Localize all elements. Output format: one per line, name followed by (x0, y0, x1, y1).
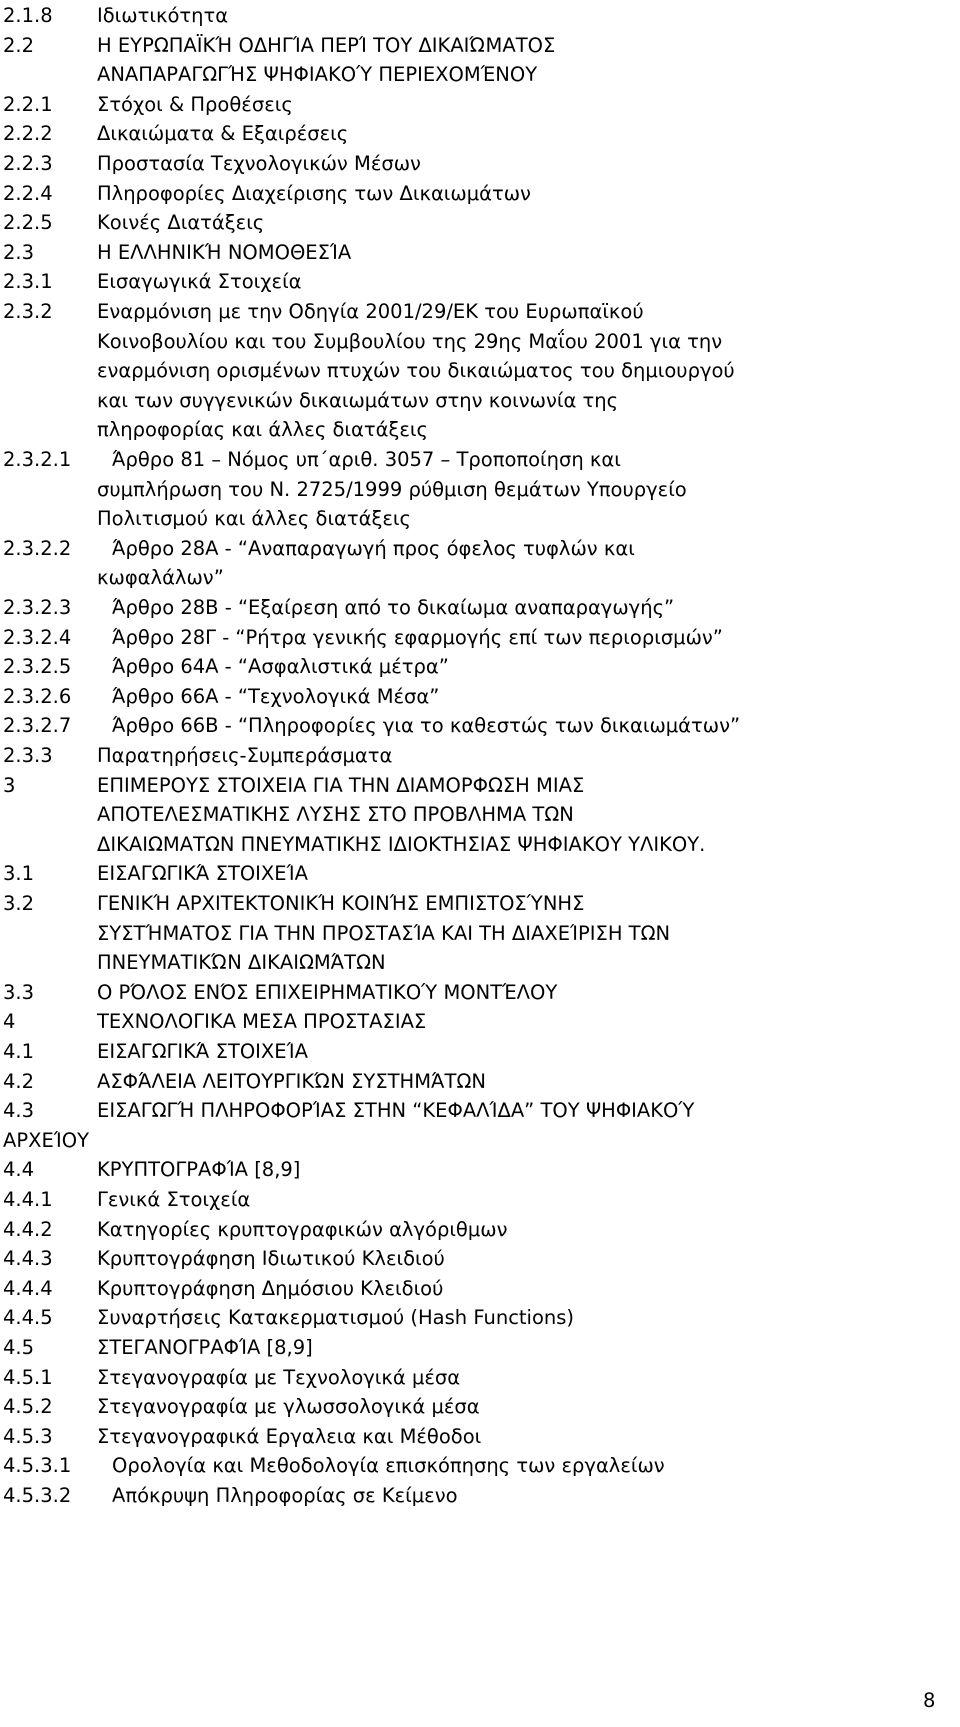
toc-entry (0, 268, 960, 300)
toc-entry-title: Ορολογία και Μεθοδολογία επισκόπησης των εργαλείων (112, 1454, 665, 1478)
toc-entry-title: Κοινοβουλίου και του Συμβουλίου της 29ης Μαΐου 2001 για την (97, 329, 723, 353)
toc-entry-number: 2.3.3 (3, 744, 53, 767)
toc-entry (0, 1186, 960, 1218)
toc-entry (0, 1393, 960, 1425)
toc-entry (0, 742, 960, 774)
toc-entry-title: Κοινές Διατάξεις (97, 211, 265, 235)
toc-entry-title: Ο ΡΌΛΟΣ ΕΝΌΣ ΕΠΙΧΕΙΡΗΜΑΤΙΚΟΎ ΜΟΝΤΈΛΟΥ (97, 980, 558, 1004)
toc-entry-title: Πολιτισμού και άλλες διατάξεις (97, 507, 411, 531)
toc-entry-number: 3.3 (3, 980, 35, 1004)
toc-entry-title: ΕΙΣΑΓΩΓΙΚΆ ΣΤΟΙΧΕΊΑ (97, 1040, 308, 1063)
toc-entry (0, 91, 960, 123)
toc-entry-title: ΑΣΦΆΛΕΙΑ ΛΕΙΤΟΥΡΓΙΚΏΝ ΣΥΣΤΗΜΆΤΩΝ (97, 1069, 486, 1093)
toc-entry-number: 4.4.5 (3, 1306, 53, 1330)
toc-entry (0, 1008, 960, 1040)
toc-entry-number: 4.5 (3, 1336, 35, 1359)
toc-entry (0, 505, 960, 537)
toc-entry (0, 1216, 960, 1248)
toc-entry (0, 1452, 960, 1484)
toc-entry-title: ΑΠΟΤΕΛΕΣΜΑΤΙΚΗΣ ΛΥΣΗΣ ΣΤΟ ΠΡΟΒΛΗΜΑ ΤΩΝ (97, 803, 574, 827)
toc-entry-number: 2.3.2.4 (3, 625, 72, 649)
toc-entry-title: Δικαιώματα & Εξαιρέσεις (97, 122, 349, 146)
toc-entry-number: 4.5.2 (3, 1395, 53, 1419)
toc-entry-title: Απόκρυψη Πληροφορίας σε Κείμενο (112, 1484, 458, 1507)
toc-entry-title: κωφαλάλων” (97, 566, 224, 590)
toc-entry-number: 4.5.3 (3, 1424, 53, 1448)
toc-entry (0, 1127, 960, 1159)
toc-entry-title: συμπλήρωση του Ν. 2725/1999 ρύθμιση θεμάτων Υπουργείο (97, 477, 687, 501)
toc-entry-title: Κρυπτογράφηση Ιδιωτικού Κλειδιού (97, 1247, 445, 1271)
toc-entry (0, 446, 960, 478)
toc-entry (0, 979, 960, 1011)
toc-entry-title: Εναρμόνιση με την Οδηγία 2001/29/ΕΚ του Ευρωπαϊκού (97, 300, 644, 323)
toc-entry-title: Γενικά Στοιχεία (97, 1188, 251, 1211)
toc-entry (0, 476, 960, 508)
toc-entry-title: Στεγανογραφία με γλωσσολογικά μέσα (97, 1395, 480, 1419)
toc-entry-title: ΕΙΣΑΓΩΓΉ ΠΛΗΡΟΦΟΡΊΑΣ ΣΤΗΝ “ΚΕΦΑΛΊΔΑ” ΤΟΥ ΨΗΦΙΑΚΟΎ (97, 1099, 695, 1123)
toc-entry-number: 2.3.2.3 (3, 596, 72, 619)
toc-entry-title: Ιδιωτικότητα (97, 4, 229, 27)
toc-entry-number: 2.3.2.1 (3, 448, 72, 471)
toc-entry (0, 772, 960, 804)
toc-entry (0, 298, 960, 330)
toc-entry-title: Άρθρο 66Β - “Πληροφορίες για το καθεστώς των δικαιωμάτων” (112, 714, 741, 738)
toc-entry-number: 2.3.2.2 (3, 536, 72, 560)
toc-entry-title: ΑΝΑΠΑΡΑΓΩΓΉΣ ΨΗΦΙΑΚΟΎ ΠΕΡΙΕΧΟΜΈΝΟΥ (97, 63, 538, 87)
toc-entry-number: 4.5.3.2 (3, 1484, 72, 1507)
toc-entry-number: 3 (3, 773, 16, 797)
toc-entry-number: 2.3.1 (3, 270, 53, 294)
toc-entry (0, 683, 960, 715)
toc-entry-title: Άρθρο 28Γ - “Ρήτρα γενικής εφαρμογής επί των περιορισμών” (112, 625, 723, 649)
toc-entry-number: 3.2 (3, 892, 35, 915)
toc-entry-number: 4.3 (3, 1099, 35, 1123)
toc-entry (0, 209, 960, 241)
toc-entry-title: Άρθρο 81 – Νόμος υπ΄αριθ. 3057 – Τροποποίηση και (112, 448, 621, 471)
toc-entry-title: Άρθρο 28Α - “Αναπαραγωγή προς όφελος τυφλών και (112, 536, 635, 560)
toc-entry-title: Πληροφορίες Διαχείρισης των Δικαιωμάτων (97, 181, 531, 205)
toc-entry-number: 2.2.1 (3, 92, 53, 116)
toc-entry (0, 1275, 960, 1307)
toc-entry (0, 1097, 960, 1129)
toc-entry (0, 920, 960, 952)
toc-entry-title: Κατηγορίες κρυπτογραφικών αλγόριθμων (97, 1217, 508, 1241)
toc-entry-number: 4.5.3.1 (3, 1454, 72, 1478)
toc-entry-title: Η ΕΛΛΗΝΙΚΉ ΝΟΜΟΘΕΣΊΑ (97, 240, 352, 264)
toc-entry-title: ΤΕΧΝΟΛΟΓΙΚΑ ΜΕΣΑ ΠΡΟΣΤΑΣΙΑΣ (97, 1010, 427, 1034)
toc-entry-number: 2.2 (3, 33, 35, 57)
toc-entry-title: ΔΙΚΑΙΩΜΑΤΩΝ ΠΝΕΥΜΑΤΙΚΗΣ ΙΔΙΟΚΤΗΣΙΑΣ ΨΗΦΙΑΚΟΥ ΥΛΙΚΟΥ. (97, 832, 706, 856)
toc-entry-number: 2.3.2.7 (3, 714, 72, 738)
toc-entry (0, 624, 960, 656)
toc-entry (0, 61, 960, 93)
toc-entry-number: 2.2.4 (3, 181, 53, 205)
toc-entry-number: 4.1 (3, 1040, 35, 1063)
toc-entry-title: ΣΥΣΤΉΜΑΤΟΣ ΓΙΑ ΤΗΝ ΠΡΟΣΤΑΣΊΑ ΚΑΙ ΤΗ ΔΙΑΧΕΊΡΙΣΗ ΤΩΝ (97, 921, 671, 945)
toc-entry-title: Στεγανογραφία με Τεχνολογικά μέσα (97, 1365, 461, 1389)
toc-entry-title: Στεγανογραφικά Εργαλεια και Μέθοδοι (97, 1424, 482, 1448)
toc-entry (0, 328, 960, 360)
toc-entry (0, 32, 960, 64)
toc-entry-number: 2.1.8 (3, 4, 53, 27)
toc-entry-number: 2.3 (3, 240, 35, 264)
toc-entry-number: 4.4.1 (3, 1188, 53, 1211)
toc-entry-title: και των συγγενικών δικαιωμάτων στην κοινωνία της (97, 388, 619, 412)
toc-entry (0, 1245, 960, 1277)
toc-entry (0, 860, 960, 892)
toc-entry (0, 712, 960, 744)
toc-entry-title: πληροφορίας και άλλες διατάξεις (97, 418, 428, 442)
toc-entry-title: ΕΠΙΜΕΡΟΥΣ ΣΤΟΙΧΕΙΑ ΓΙΑ ΤΗΝ ΔΙΑΜΟΡΦΩΣΗ ΜΙΑΣ (97, 773, 585, 797)
toc-entry-number: 4.2 (3, 1069, 35, 1093)
toc-entry-title: Άρθρο 28Β - “Εξαίρεση από το δικαίωμα αναπαραγωγής” (112, 596, 675, 619)
toc-entry (0, 120, 960, 152)
toc-entry-title: εναρμόνιση ορισμένων πτυχών του δικαιώματος του δημιουργού (97, 359, 735, 383)
toc-entry-number: 3.1 (3, 862, 35, 886)
toc-entry-title: ΣΤΕΓΑΝΟΓΡΑΦΊΑ [8,9] (97, 1336, 313, 1359)
toc-entry (0, 180, 960, 212)
toc-entry-number: ΑΡΧΕΊΟΥ (3, 1128, 89, 1152)
toc-entry-title: Η ΕΥΡΩΠΑΪΚΉ ΟΔΗΓΊΑ ΠΕΡΊ ΤΟΥ ΔΙΚΑΙΏΜΑΤΟΣ (97, 33, 556, 57)
toc-entry-title: Στόχοι & Προθέσεις (97, 92, 293, 116)
toc-entry-title: Άρθρο 66Α - “Τεχνολογικά Μέσα” (112, 684, 440, 708)
toc-entry (0, 1304, 960, 1336)
toc-entry-number: 2.2.2 (3, 122, 53, 146)
toc-entry (0, 387, 960, 419)
toc-entry-title: ΓΕΝΙΚΉ ΑΡΧΙΤΕΚΤΟΝΙΚΉ ΚΟΙΝΉΣ ΕΜΠΙΣΤΟΣΎΝΗΣ (97, 892, 585, 915)
toc-entry (0, 1038, 960, 1070)
toc-entry (0, 1156, 960, 1188)
toc-entry (0, 416, 960, 448)
toc-entry (0, 831, 960, 863)
toc-entry (0, 801, 960, 833)
toc-entry-number: 4.4 (3, 1158, 35, 1182)
toc-entry-title: Εισαγωγικά Στοιχεία (97, 270, 302, 294)
toc-entry-title: Προστασία Τεχνολογικών Μέσων (97, 152, 421, 175)
toc-entry (0, 594, 960, 626)
toc-entry (0, 890, 960, 922)
toc-entry-number: 4.4.2 (3, 1217, 53, 1241)
toc-entry-number: 4.4.3 (3, 1247, 53, 1271)
toc-entry (0, 564, 960, 596)
toc-entry (0, 1482, 960, 1514)
toc-entry (0, 1364, 960, 1396)
toc-entry-number: 2.3.2 (3, 300, 53, 323)
toc-entry-number: 4.4.4 (3, 1276, 53, 1300)
toc-entry-title: ΕΙΣΑΓΩΓΙΚΆ ΣΤΟΙΧΕΊΑ (97, 862, 308, 886)
toc-entry-title: Άρθρο 64Α - “Ασφαλιστικά μέτρα” (112, 655, 449, 679)
toc-entry (0, 535, 960, 567)
toc-entry (0, 1334, 960, 1366)
toc-entry-number: 4.5.1 (3, 1365, 53, 1389)
toc-entry-title: Παρατηρήσεις-Συμπεράσματα (97, 744, 393, 767)
toc-entry (0, 2, 960, 34)
toc-entry-number: 2.2.3 (3, 152, 53, 175)
page-number: 8 (923, 1689, 936, 1712)
toc-entry (0, 1423, 960, 1455)
toc-entry (0, 150, 960, 182)
toc-entry (0, 653, 960, 685)
toc-entry (0, 239, 960, 271)
toc-entry-number: 2.3.2.5 (3, 655, 72, 679)
toc-entry-title: ΠΝΕΥΜΑΤΙΚΏΝ ΔΙΚΑΙΩΜΆΤΩΝ (97, 951, 386, 975)
toc-entry-number: 4 (3, 1010, 16, 1034)
toc-entry-title: ΚΡΥΠΤΟΓΡΑΦΊΑ [8,9] (97, 1158, 301, 1182)
toc-entry-number: 2.3.2.6 (3, 684, 72, 708)
toc-entry (0, 357, 960, 389)
toc-entry-title: Συναρτήσεις Κατακερματισμού (Hash Functions) (97, 1306, 575, 1330)
toc-entry-title: Κρυπτογράφηση Δημόσιου Κλειδιού (97, 1276, 444, 1300)
toc-entry (0, 1068, 960, 1100)
toc-entry (0, 949, 960, 981)
toc-entry-number: 2.2.5 (3, 211, 53, 235)
